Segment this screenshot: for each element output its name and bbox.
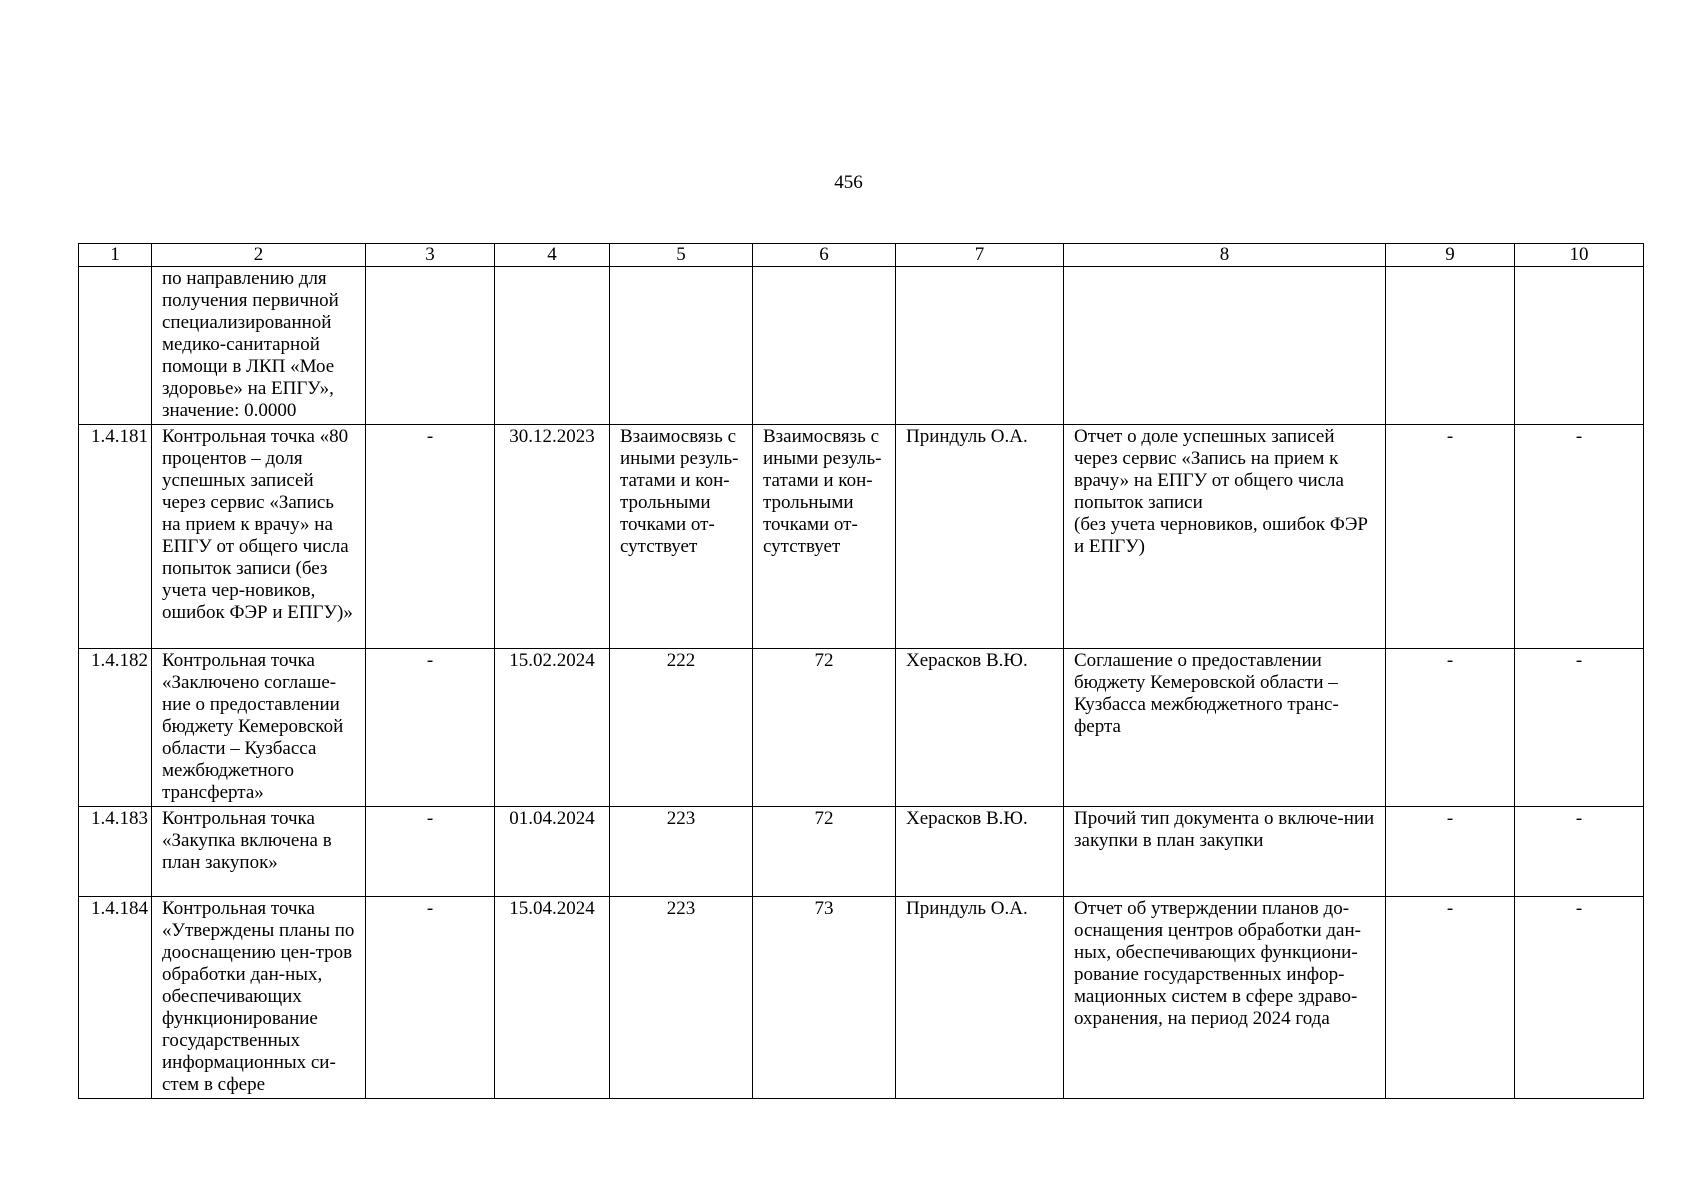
cell-col9: - [1386, 897, 1515, 1099]
cell-col5 [610, 267, 753, 425]
result-document: Отчет об утверждении планов до-оснащения центров обработки дан-ных, обеспечивающих функциони-рование государственных инфор-мационных систем в сфере здраво-охранения, на период 2024 года [1064, 897, 1386, 1099]
control-point-name: Контрольная точка «80 процентов – доля успешных записей через сервис «Запись на прием к врачу» на ЕПГУ от общего числа попыток записи (без учета чер-новиков, ошибок ФЭР и ЕПГУ)» [152, 425, 366, 649]
table-row [79, 649, 1644, 807]
row-number: 1.4.183 [79, 807, 152, 897]
control-point-name: по направлению для получения первичной специализированной медико-санитарной помощи в ЛКП «Мое здоровье» на ЕПГУ», значение: 0.0000 [152, 267, 366, 425]
result-document: Соглашение о предоставлении бюджету Кемеровской области – Кузбасса межбюджетного транс-ферта [1064, 649, 1386, 807]
column-header: 10 [1515, 244, 1644, 267]
responsible-person: Приндуль О.А. [896, 897, 1064, 1099]
responsible-person: Приндуль О.А. [896, 425, 1064, 649]
row-number [79, 267, 152, 425]
cell-col6 [753, 267, 896, 425]
column-header: 8 [1064, 244, 1386, 267]
cell-col9: - [1386, 425, 1515, 649]
column-header: 5 [610, 244, 753, 267]
table-header-row [79, 244, 1644, 267]
control-point-name: Контрольная точка «Утверждены планы по дооснащению цен-тров обработки дан-ных, обеспечивающих функционирование государственных информационных си-стем в сфере [152, 897, 366, 1099]
cell-col3: - [366, 807, 495, 897]
column-header: 3 [366, 244, 495, 267]
column-header: 1 [79, 244, 152, 267]
table-row [79, 267, 1644, 425]
row-number: 1.4.182 [79, 649, 152, 807]
cell-col10: - [1515, 425, 1644, 649]
cell-col3: - [366, 425, 495, 649]
cell-col6: 72 [753, 649, 896, 807]
column-header: 4 [495, 244, 610, 267]
cell-col3: - [366, 649, 495, 807]
cell-col9: - [1386, 807, 1515, 897]
cell-col6: 72 [753, 807, 896, 897]
cell-col3 [366, 267, 495, 425]
cell-col5: 222 [610, 649, 753, 807]
control-point-name: Контрольная точка «Заключено соглаше-ние о предоставлении бюджету Кемеровской области – Кузбасса межбюджетного трансферта» [152, 649, 366, 807]
cell-col5: Взаимосвязь с иными резуль-татами и кон-трольными точками от-сутствует [610, 425, 753, 649]
column-header: 6 [753, 244, 896, 267]
responsible-person [896, 267, 1064, 425]
deadline-date: 15.02.2024 [495, 649, 610, 807]
cell-col5: 223 [610, 807, 753, 897]
result-document: Отчет о доле успешных записей через сервис «Запись на прием к врачу» на ЕПГУ от общего числа попыток записи (без учета черновиков, ошибок ФЭР и ЕПГУ) [1064, 425, 1386, 649]
cell-col5: 223 [610, 897, 753, 1099]
responsible-person: Херасков В.Ю. [896, 807, 1064, 897]
deadline-date: 01.04.2024 [495, 807, 610, 897]
column-header: 2 [152, 244, 366, 267]
deadline-date [495, 267, 610, 425]
control-points-table [78, 243, 1644, 1099]
cell-col10: - [1515, 649, 1644, 807]
row-number: 1.4.184 [79, 897, 152, 1099]
responsible-person: Херасков В.Ю. [896, 649, 1064, 807]
cell-col10: - [1515, 807, 1644, 897]
page-number: 456 [834, 172, 863, 193]
result-document [1064, 267, 1386, 425]
result-document: Прочий тип документа о включе-нии закупки в план закупки [1064, 807, 1386, 897]
cell-col6: Взаимосвязь с иными резуль-татами и кон-трольными точками от-сутствует [753, 425, 896, 649]
cell-col9: - [1386, 649, 1515, 807]
column-header: 9 [1386, 244, 1515, 267]
table-row [79, 897, 1644, 1099]
cell-col3: - [366, 897, 495, 1099]
cell-col10 [1515, 267, 1644, 425]
table-row [79, 425, 1644, 649]
table-row [79, 807, 1644, 897]
row-number: 1.4.181 [79, 425, 152, 649]
control-point-name: Контрольная точка «Закупка включена в план закупок» [152, 807, 366, 897]
deadline-date: 30.12.2023 [495, 425, 610, 649]
cell-col10: - [1515, 897, 1644, 1099]
deadline-date: 15.04.2024 [495, 897, 610, 1099]
cell-col6: 73 [753, 897, 896, 1099]
column-header: 7 [896, 244, 1064, 267]
cell-col9 [1386, 267, 1515, 425]
